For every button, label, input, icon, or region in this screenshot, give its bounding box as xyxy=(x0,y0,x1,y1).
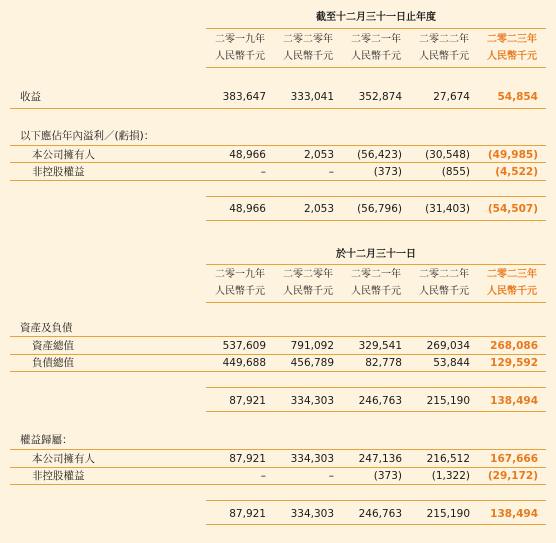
cell: – xyxy=(328,470,334,482)
cell: 87,921 xyxy=(229,395,266,407)
row-rule xyxy=(10,484,546,485)
cell: 48,966 xyxy=(229,203,266,215)
cell: 334,303 xyxy=(290,453,334,465)
unit-header: 人民幣千元 xyxy=(283,286,333,297)
cell: 329,541 xyxy=(358,340,402,352)
row-rule xyxy=(10,108,546,109)
period-title-2: 於十二月三十一日 xyxy=(336,249,416,260)
cell: 2,053 xyxy=(303,203,334,215)
row-rule xyxy=(10,449,546,450)
year-header: 二零二二年 xyxy=(419,34,469,45)
cell: 246,763 xyxy=(358,508,402,520)
row-rule xyxy=(10,467,546,468)
row-rule xyxy=(10,162,546,163)
cell: 215,190 xyxy=(426,508,470,520)
cell: (373) xyxy=(373,166,402,178)
cell: 791,092 xyxy=(290,340,334,352)
year-header: 二零二零年 xyxy=(283,269,333,280)
cell: 334,303 xyxy=(290,395,334,407)
cell: (29,172) xyxy=(487,470,538,482)
cell: 2,053 xyxy=(303,149,334,161)
year-header: 二零二一年 xyxy=(351,269,401,280)
cell: 352,874 xyxy=(358,91,402,103)
unit-header: 人民幣千元 xyxy=(487,286,537,297)
total-rule xyxy=(206,524,546,525)
unit-header: 人民幣千元 xyxy=(351,51,401,62)
cell: – xyxy=(260,166,266,178)
total-rule xyxy=(206,196,546,197)
cell: 138,494 xyxy=(490,395,538,407)
row-rule xyxy=(10,145,546,146)
total-rule xyxy=(206,411,546,412)
unit-header: 人民幣千元 xyxy=(419,286,469,297)
cell: 27,674 xyxy=(433,91,470,103)
cell: (373) xyxy=(373,470,402,482)
row-rule xyxy=(10,336,546,337)
section-subtitle: 權益歸屬： xyxy=(20,434,73,446)
row-label: 收益 xyxy=(20,91,41,103)
cell: (49,985) xyxy=(487,149,538,161)
cell: 87,921 xyxy=(229,453,266,465)
header-rule xyxy=(206,264,546,265)
unit-header: 人民幣千元 xyxy=(215,286,265,297)
cell: 167,666 xyxy=(490,453,538,465)
unit-header: 人民幣千元 xyxy=(215,51,265,62)
total-rule xyxy=(206,220,546,221)
cell: 48,966 xyxy=(229,149,266,161)
year-header: 二零二一年 xyxy=(351,34,401,45)
cell: 269,034 xyxy=(426,340,470,352)
section-subtitle: 資產及負債 xyxy=(20,322,73,334)
cell: (4,522) xyxy=(495,166,538,178)
row-rule xyxy=(10,354,546,355)
cell: 456,789 xyxy=(290,357,334,369)
cell: 537,609 xyxy=(222,340,266,352)
header-rule xyxy=(206,28,546,29)
cell: – xyxy=(260,470,266,482)
cell: 333,041 xyxy=(290,91,334,103)
cell: 246,763 xyxy=(358,395,402,407)
unit-header: 人民幣千元 xyxy=(487,51,537,62)
cell: 53,844 xyxy=(433,357,470,369)
cell: 54,854 xyxy=(497,91,538,103)
cell: 383,647 xyxy=(222,91,266,103)
year-header: 二零二零年 xyxy=(283,34,333,45)
row-label: 本公司擁有人 xyxy=(32,453,95,465)
year-header: 二零一九年 xyxy=(215,269,265,280)
header-rule xyxy=(206,67,546,68)
row-label: 非控股權益 xyxy=(32,166,85,178)
cell: 138,494 xyxy=(490,508,538,520)
row-rule xyxy=(10,180,546,181)
total-rule xyxy=(206,387,546,388)
cell: 268,086 xyxy=(490,340,538,352)
cell: (855) xyxy=(441,166,470,178)
cell: (1,322) xyxy=(431,470,470,482)
cell: 449,688 xyxy=(222,357,266,369)
row-label: 資產總值 xyxy=(32,340,74,352)
cell: – xyxy=(328,166,334,178)
row-label: 負債總值 xyxy=(32,357,74,369)
row-rule xyxy=(10,371,546,372)
cell: 129,592 xyxy=(490,357,538,369)
year-header: 二零二三年 xyxy=(487,269,537,280)
year-header: 二零二三年 xyxy=(487,34,537,45)
cell: (56,796) xyxy=(357,203,402,215)
row-label: 非控股權益 xyxy=(32,470,85,482)
cell: (54,507) xyxy=(487,203,538,215)
cell: 247,136 xyxy=(358,453,402,465)
cell: 215,190 xyxy=(426,395,470,407)
year-header: 二零一九年 xyxy=(215,34,265,45)
cell: (31,403) xyxy=(425,203,470,215)
total-rule xyxy=(206,500,546,501)
cell: 87,921 xyxy=(229,508,266,520)
row-label: 本公司擁有人 xyxy=(32,149,95,161)
period-title-1: 截至十二月三十一日止年度 xyxy=(316,12,436,23)
unit-header: 人民幣千元 xyxy=(283,51,333,62)
cell: 216,512 xyxy=(426,453,470,465)
unit-header: 人民幣千元 xyxy=(419,51,469,62)
year-header: 二零二二年 xyxy=(419,269,469,280)
cell: (56,423) xyxy=(357,149,402,161)
header-rule xyxy=(206,302,546,303)
cell: (30,548) xyxy=(425,149,470,161)
cell: 82,778 xyxy=(365,357,402,369)
cell: 334,303 xyxy=(290,508,334,520)
section-subtitle: 以下應佔年內溢利／(虧損)： xyxy=(20,130,155,142)
unit-header: 人民幣千元 xyxy=(351,286,401,297)
